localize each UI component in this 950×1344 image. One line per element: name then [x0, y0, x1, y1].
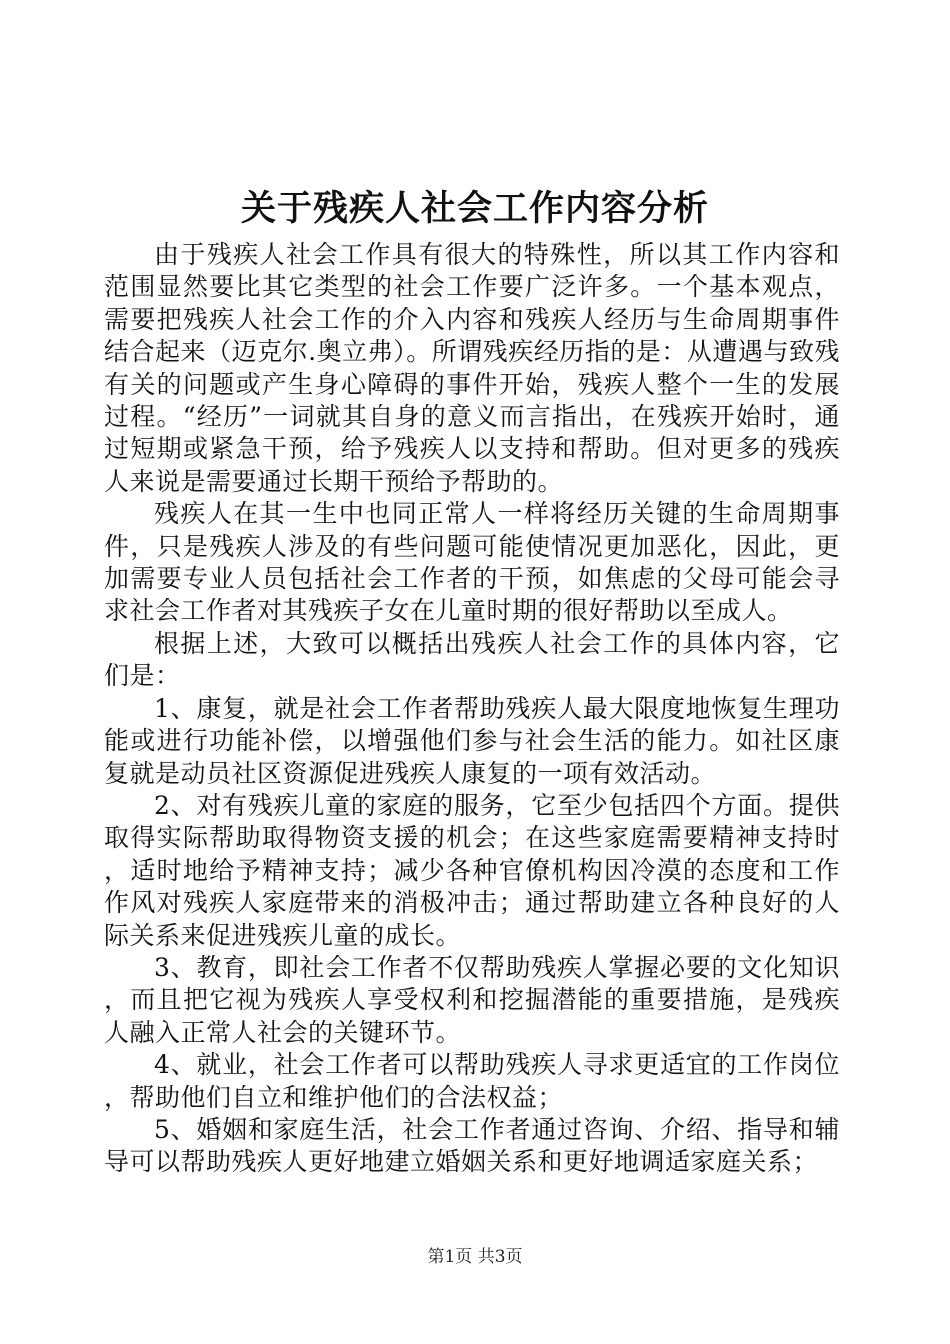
document-title: 关于残疾人社会工作内容分析	[240, 188, 709, 229]
paragraph-item-employment: 4、就业，社会工作者可以帮助残疾人寻求更适宜的工作岗位，帮助他们自立和维护他们的合法权益；	[104, 1050, 840, 1112]
paragraph-life-cycle: 残疾人在其一生中也同正常人一样将经历关键的生命周期事件，只是残疾人涉及的有些问题可能使情况更加恶化，因此，更加需要专业人员包括社会工作者的干预，如焦虑的父母可能会寻求社会工作者对其残疾子女在儿童时期的很好帮助以至成人。	[104, 499, 840, 626]
paragraph-item-family-services: 2、对有残疾儿童的家庭的服务，它至少包括四个方面。提供取得实际帮助取得物资支援的机会；在这些家庭需要精神支持时，适时地给予精神支持；减少各种官僚机构因冷漠的态度和工作作风对残疾人家庭带来的消极冲击；通过帮助建立各种良好的人际关系来促进残疾儿童的成长。	[104, 790, 840, 950]
document-body	[104, 239, 840, 1179]
paragraph-item-education: 3、教育，即社会工作者不仅帮助残疾人掌握必要的文化知识，而且把它视为残疾人享受权利和挖掘潜能的重要措施，是残疾人融入正常人社会的关键环节。	[104, 952, 840, 1047]
paragraph-summary-lead: 根据上述，大致可以概括出残疾人社会工作的具体内容，它们是：	[104, 628, 840, 691]
paragraph-intro: 由于残疾人社会工作具有很大的特殊性，所以其工作内容和范围显然要比其它类型的社会工作要广泛许多。一个基本观点，需要把残疾人社会工作的介入内容和残疾人经历与生命周期事件结合起来（迈克尔.奥立弗）。所谓残疾经历指的是：从遭遇与致残有关的问题或产生身心障碍的事件开始，残疾人整个一生的发展过程。“经历”一词就其自身的意义而言指出，在残疾开始时，通过短期或紧急干预，给予残疾人以支持和帮助。但对更多的残疾人来说是需要通过长期干预给予帮助的。	[104, 240, 840, 496]
page-number-footer: 第1页 共3页	[427, 1247, 523, 1267]
paragraph-item-rehabilitation: 1、康复，就是社会工作者帮助残疾人最大限度地恢复生理功能或进行功能补偿，以增强他们参与社会生活的能力。如社区康复就是动员社区资源促进残疾人康复的一项有效活动。	[104, 693, 840, 788]
paragraph-item-marriage-family: 5、婚姻和家庭生活，社会工作者通过咨询、介绍、指导和辅导可以帮助残疾人更好地建立婚姻关系和更好地调适家庭关系；	[104, 1114, 840, 1177]
